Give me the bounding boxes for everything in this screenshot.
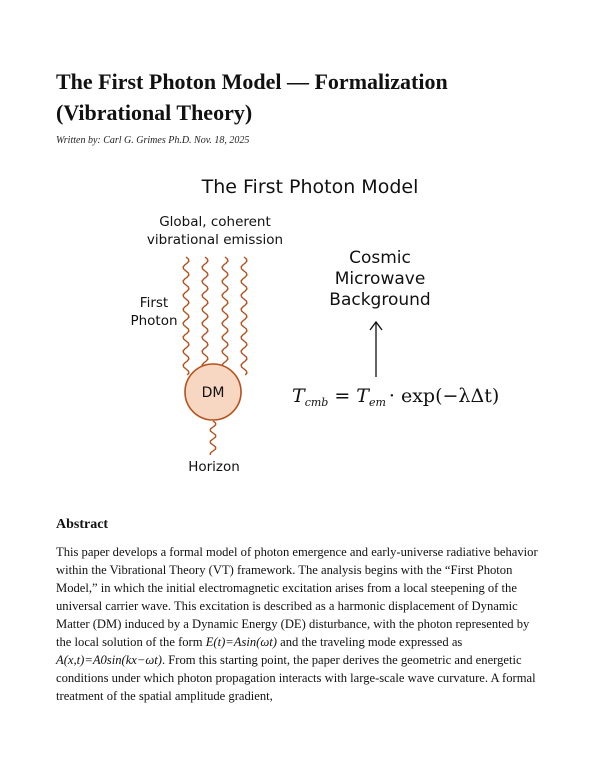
cmb-label-line3: Background	[329, 290, 431, 310]
dm-core-label: DM	[201, 385, 225, 401]
byline: Written by: Carl G. Grimes Ph.D. Nov. 18, 2025	[56, 135, 250, 146]
emission-wave-4	[241, 257, 247, 375]
emission-label-line2: vibrational emission	[146, 232, 284, 248]
equation-traveling-mode: A(x,t)=A0sin(kx−ωt)	[56, 653, 162, 667]
emission-waves	[183, 257, 247, 455]
cmb-label-line2: Microwave	[334, 269, 426, 289]
emission-wave-3	[222, 257, 228, 369]
horizon-label: Horizon	[188, 459, 240, 475]
horizon-wave	[210, 421, 215, 455]
page-title: The First Photon Model — Formalization (Vibrational Theory)	[56, 69, 448, 125]
equation-photon: E(t)=Asin(ωt)	[205, 635, 277, 649]
cmb-label-line1: Cosmic	[349, 248, 411, 268]
abstract-paragraph: This paper develops a formal model of photon emergence and early-universe radiative behavior within the Vibrational Theory (VT) framework. The analysis begins with the “First Photon Model,” in which the initial electromagnetic excitation arises from a local steepening of the universal carrier wave. This excitation is described as a harmonic displacement of Dynamic Matter (DM) induced by a Dynamic Energy (DE) disturbance, with the photon represented by the local solution of the form E(t)=Asin(ωt) and the traveling mode expressed as A(x,t)=A0sin(kx−ωt). From this starting point, the paper derives the geometric and energetic conditions under which photon propagation interacts with large-scale wave curvature. A formal treatment of the spatial amplitude gradient,	[56, 545, 538, 703]
first-photon-figure	[110, 165, 510, 485]
photon-label-line1: First	[139, 295, 169, 311]
abstract-heading: Abstract	[56, 517, 109, 532]
emission-wave-2	[202, 257, 208, 369]
up-arrow	[370, 322, 382, 377]
photon-label-line2: Photon	[130, 313, 178, 329]
emission-wave-1	[183, 257, 189, 375]
figure-title: The First Photon Model	[201, 176, 419, 198]
emission-label-line1: Global, coherent	[159, 214, 271, 230]
cmb-equation: $T_{cmb} = T_{em} \cdot \exp(-\lambda\Delta t)$	[292, 385, 500, 409]
